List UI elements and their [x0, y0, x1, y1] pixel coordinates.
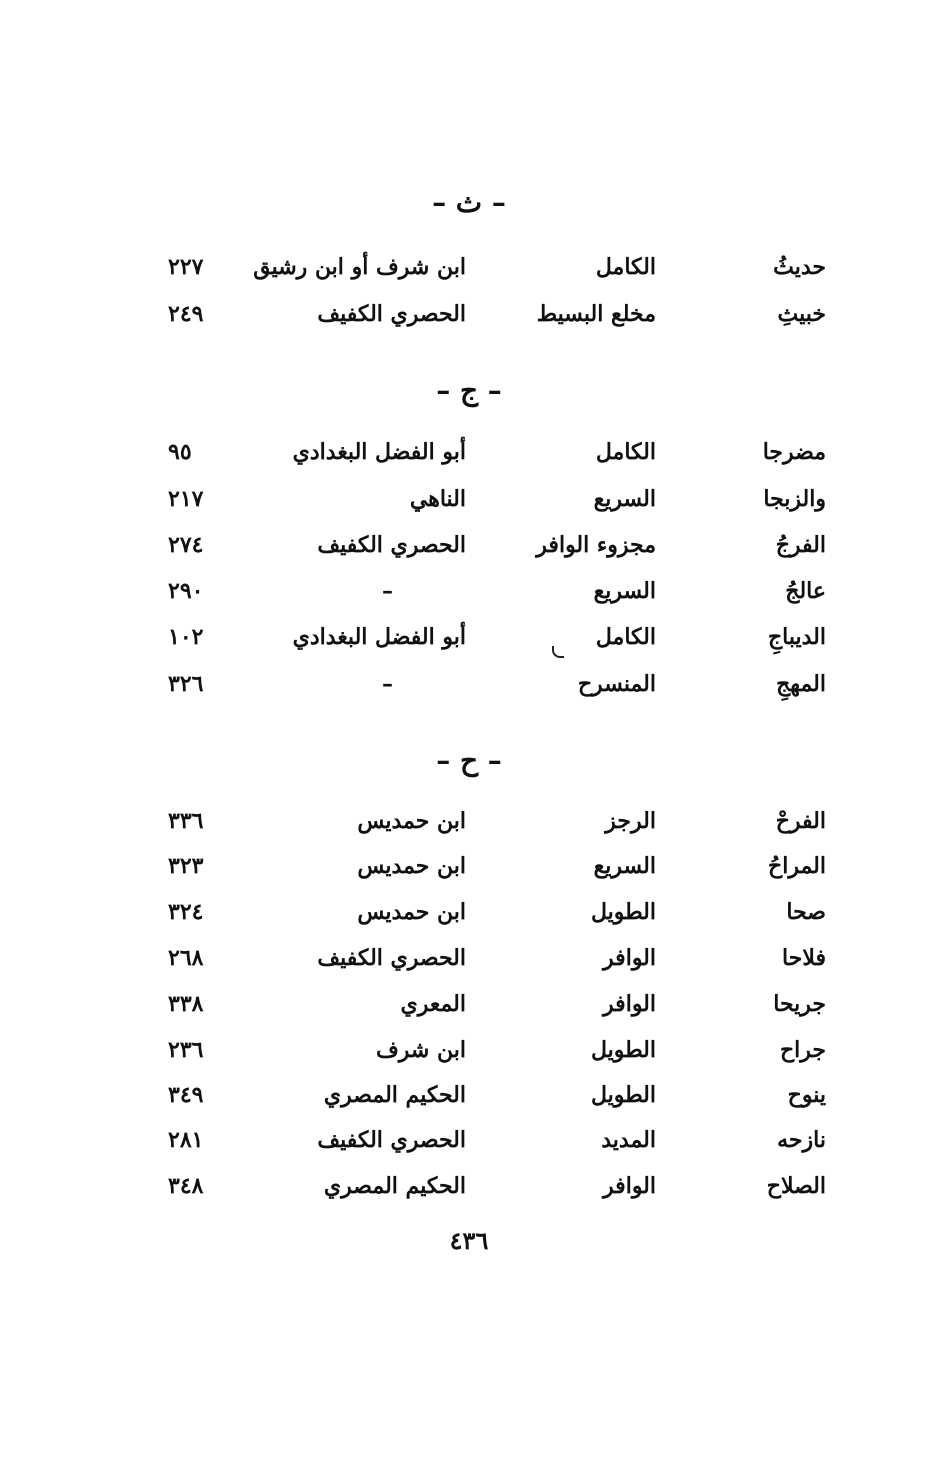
meter: الكامل	[595, 254, 656, 280]
table-row	[0, 525, 938, 565]
table-row	[0, 801, 938, 841]
rhyme-word: مضرجا	[762, 439, 826, 465]
table-row	[0, 892, 938, 932]
rhyme-word: حديثُ	[773, 254, 826, 280]
page-ref: ٣٣٦	[168, 808, 204, 834]
meter: الطويل	[590, 1037, 656, 1063]
rhyme-word: والزبجا	[763, 486, 826, 512]
page-ref: ٢٨١	[168, 1127, 204, 1153]
poet: –	[382, 578, 393, 604]
meter: السريع	[593, 486, 656, 512]
rhyme-word: جريحا	[773, 991, 826, 1017]
meter: الرجز	[605, 808, 656, 834]
poet: المعري	[400, 991, 466, 1017]
page-ref: ٣٤٨	[168, 1173, 204, 1199]
poet: الناهي	[409, 486, 466, 512]
table-row	[0, 664, 938, 704]
section-heading-jim: – ج –	[436, 374, 502, 407]
rhyme-word: فلاحا	[782, 945, 826, 971]
page-ref: ٢٦٨	[168, 945, 204, 971]
rhyme-word: جراح	[779, 1037, 826, 1063]
table-row	[0, 294, 938, 334]
rhyme-word: الديباجِ	[767, 624, 826, 650]
meter: الوافر	[603, 1173, 656, 1199]
page-ref: ٢٢٧	[168, 254, 204, 280]
poet: –	[382, 671, 393, 697]
meter: الطويل	[590, 1082, 656, 1108]
poet: الحصري الكفيف	[317, 301, 466, 327]
page-ref: ٢٧٤	[168, 532, 204, 558]
rhyme-word: عالجُ	[785, 578, 826, 604]
poet: أبو الفضل البغدادي	[292, 624, 466, 650]
poet: الحصري الكفيف	[317, 945, 466, 971]
poet: أبو الفضل البغدادي	[292, 439, 466, 465]
table-row	[0, 479, 938, 519]
meter: الكامل	[595, 624, 656, 650]
table-row	[0, 617, 938, 657]
page-ref: ٣٢٤	[168, 899, 204, 925]
page-ref: ٢٤٩	[168, 301, 204, 327]
meter: المديد	[601, 1127, 656, 1153]
page-ref: ٢١٧	[168, 486, 204, 512]
meter: مجزوء الوافر	[536, 532, 656, 558]
table-row	[0, 247, 938, 287]
meter: المنسرح	[577, 671, 656, 697]
page-ref: ٣٢٣	[168, 853, 204, 879]
page-ref: ٣٢٦	[168, 671, 204, 697]
table-row	[0, 1030, 938, 1070]
table-row	[0, 571, 938, 611]
page-ref: ٢٩٠	[168, 578, 204, 604]
section-heading-ha: – ح –	[436, 744, 502, 777]
meter: الطويل	[590, 899, 656, 925]
meter: السريع	[593, 853, 656, 879]
rhyme-word: ينوح	[787, 1082, 826, 1108]
poet: ابن شرف أو ابن رشيق	[253, 254, 466, 280]
rhyme-word: الصلاح	[766, 1173, 826, 1199]
rhyme-word: خبيثِ	[777, 301, 826, 327]
meter: الوافر	[603, 991, 656, 1017]
poet: ابن حمديس	[357, 808, 466, 834]
page-ref: ٢٣٦	[168, 1037, 204, 1063]
table-row	[0, 1120, 938, 1160]
meter: السريع	[593, 578, 656, 604]
poet: الحكيم المصري	[323, 1173, 466, 1199]
page-ref: ٩٥	[168, 439, 192, 465]
meter: الكامل	[595, 439, 656, 465]
rhyme-word: نازحه	[777, 1127, 826, 1153]
table-row	[0, 984, 938, 1024]
table-row	[0, 846, 938, 886]
meter: الوافر	[603, 945, 656, 971]
rhyme-word: الفرحْ	[775, 808, 826, 834]
rhyme-word: الفرجُ	[775, 532, 826, 558]
poet: الحكيم المصري	[323, 1082, 466, 1108]
table-row	[0, 432, 938, 472]
page-ref: ٣٤٩	[168, 1082, 204, 1108]
poet: الحصري الكفيف	[317, 532, 466, 558]
page-number: ٤٣٦	[449, 1226, 489, 1255]
section-heading-tha: – ث –	[432, 186, 506, 219]
poet: ابن شرف	[375, 1037, 466, 1063]
poet: ابن حمديس	[357, 853, 466, 879]
poet: الحصري الكفيف	[317, 1127, 466, 1153]
table-row	[0, 1166, 938, 1206]
page-ref: ٣٣٨	[168, 991, 204, 1017]
rhyme-word: صحا	[786, 899, 826, 925]
rhyme-word: المراحُ	[768, 853, 826, 879]
rhyme-word: المهجِ	[776, 671, 826, 697]
meter: مخلع البسيط	[536, 301, 656, 327]
poet: ابن حمديس	[357, 899, 466, 925]
table-row	[0, 938, 938, 978]
page-ref: ١٠٢	[168, 624, 204, 650]
table-row	[0, 1075, 938, 1115]
